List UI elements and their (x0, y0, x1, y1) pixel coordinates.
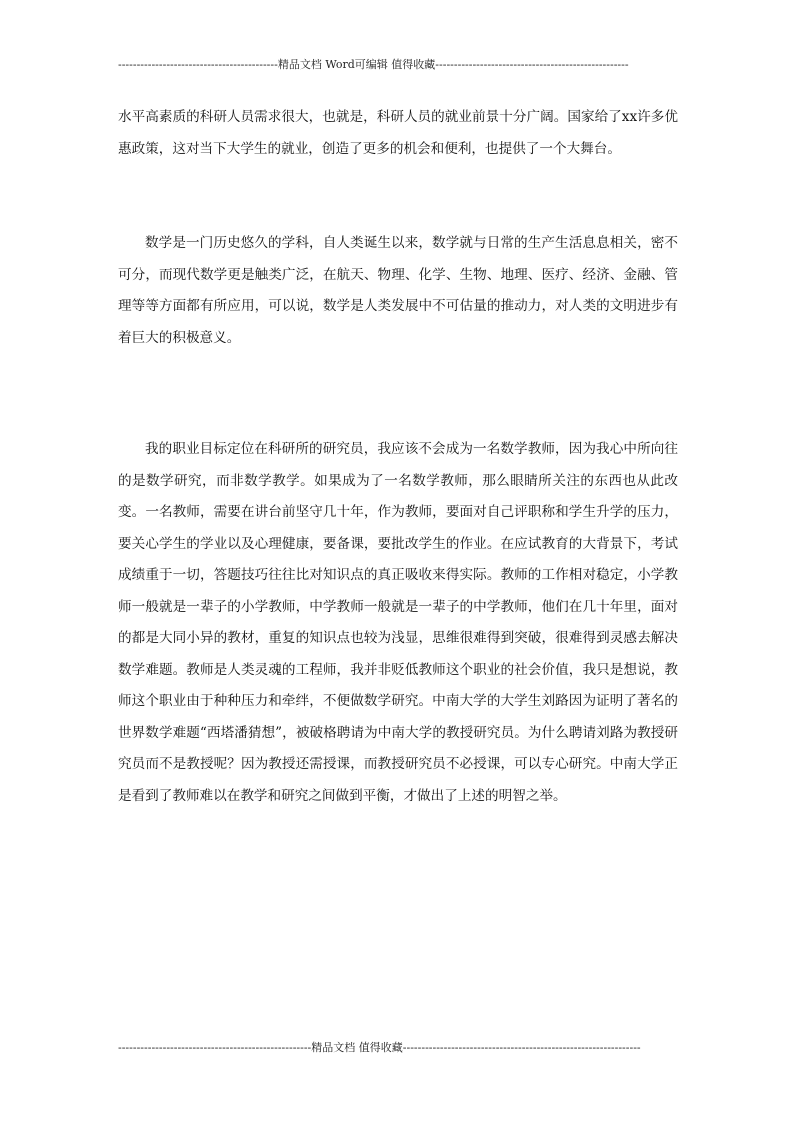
body-paragraph-2: 数学是一门历史悠久的学科，自人类诞生以来，数学就与日常的生产生活息息相关，密不可分，而现代数学更是触类广泛，在航天、物理、化学、生物、地理、医疗、经济、金融、管理等等方面都有所应用，可以说，数学是人类发展中不可估量的推动力，对人类的文明进步有着巨大的积极意义。 (118, 235, 678, 346)
page-header: -------------------------------------------精品文档 Word可编辑 值得收藏---------------------------------------------------- (118, 58, 629, 71)
body-paragraph-1: 水平高素质的科研人员需求很大，也就是，科研人员的就业前景十分广阔。国家给了xx许多优惠政策，这对当下大学生的就业，创造了更多的机会和便利，也提供了一个大舞台。 (118, 109, 678, 157)
page-footer: ----------------------------------------------------精品文档 值得收藏---------------------------------------------------------------- (118, 1041, 641, 1054)
body-paragraph-3: 我的职业目标定位在科研所的研究员，我应该不会成为一名数学教师，因为我心中所向往的是数学研究，而非数学教学。如果成为了一名数学教师，那么眼睛所关注的东西也从此改变。一名教师，需要在讲台前坚守几十年，作为教师，要面对自己评职称和学生升学的压力，要关心学生的学业以及心理健康，要备课，要批改学生的作业。在应试教育的大背景下，考试成绩重于一切，答题技巧往往比对知识点的真正吸收来得实际。教师的工作相对稳定，小学教师一般就是一辈子的小学教师，中学教师一般就是一辈子的中学教师，他们在几十年里，面对的都是大同小异的教材，重复的知识点也较为浅显，思维很难得到突破，很难得到灵感去解决数学难题。教师是人类灵魂的工程师，我并非贬低教师这个职业的社会价值，我只是想说，教师这个职业由于种种压力和牵绊，不便做数学研究。中南大学的大学生刘路因为证明了著名的世界数学难题“西塔潘猜想”，被破格聘请为中南大学的教授研究员。为什么聘请刘路为教授研究员而不是教授呢？因为教授还需授课，而教授研究员不必授课，可以专心研究。中南大学正是看到了教师难以在教学和研究之间做到平衡，才做出了上述的明智之举。 (118, 441, 678, 804)
